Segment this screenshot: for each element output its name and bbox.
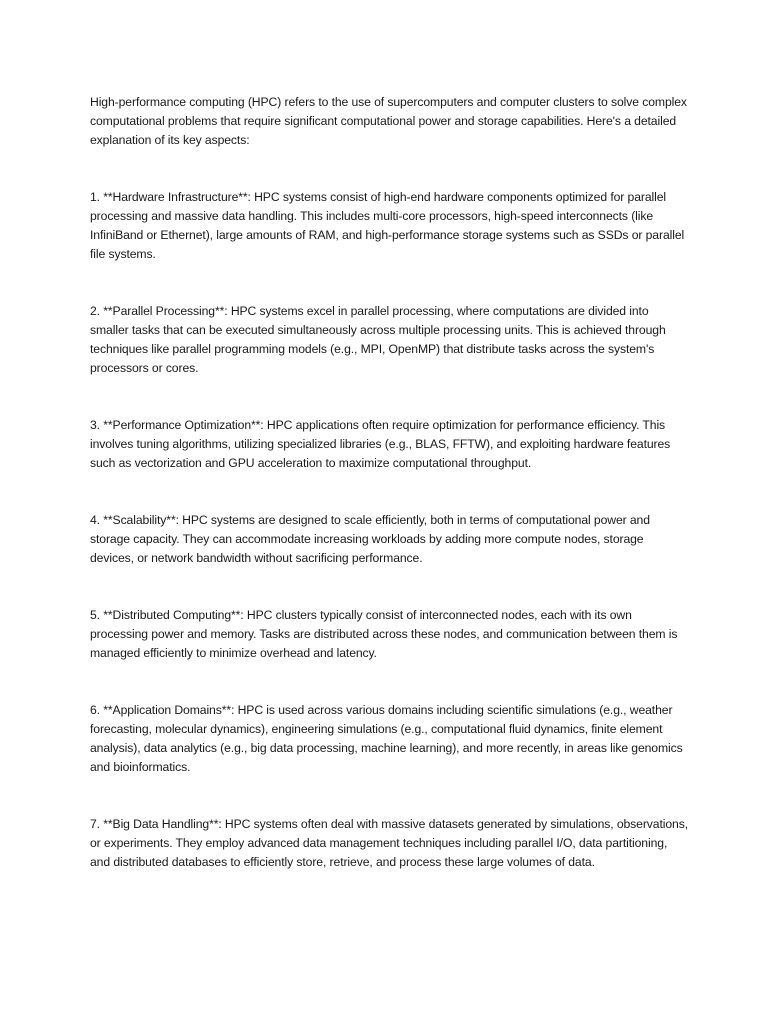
intro-paragraph: High-performance computing (HPC) refers to the use of supercomputers and computer clusters to solve complex computational problems that require significant computational power and storage capabilities. Here's a detailed explanation of its key aspects: — [90, 95, 687, 147]
list-item-hardware-infrastructure: 1. **Hardware Infrastructure**: HPC systems consist of high-end hardware components optimized for parallel processing and massive data handling. This includes multi-core processors, high-speed interconnects (like InfiniBand or Ethernet), large amounts of RAM, and high-performance storage systems such as SSDs or parallel file systems. — [90, 190, 685, 261]
list-item-application-domains: 6. **Application Domains**: HPC is used across various domains including scientific simulations (e.g., weather forecasting, molecular dynamics), engineering simulations (e.g., computational fluid dynamics, finite element analysis), data analytics (e.g., big data processing, machine learning), and more recently, in areas like genomics and bioinformatics. — [90, 703, 683, 774]
list-item-distributed-computing: 5. **Distributed Computing**: HPC clusters typically consist of interconnected nodes, each with its own processing power and memory. Tasks are distributed across these nodes, and communication between them is managed efficiently to minimize overhead and latency. — [90, 608, 678, 660]
list-item-big-data-handling: 7. **Big Data Handling**: HPC systems often deal with massive datasets generated by simulations, observations, or experiments. They employ advanced data management techniques including parallel I/O, data partitioning, and distributed databases to efficiently store, retrieve, and process these large volumes of data. — [90, 817, 689, 869]
list-item-performance-optimization: 3. **Performance Optimization**: HPC applications often require optimization for performance efficiency. This involves tuning algorithms, utilizing specialized libraries (e.g., BLAS, FFTW), and exploiting hardware features such as vectorization and GPU acceleration to maximize computational throughput. — [90, 418, 671, 470]
list-item-scalability: 4. **Scalability**: HPC systems are designed to scale efficiently, both in terms of computational power and storage capacity. They can accommodate increasing workloads by adding more compute nodes, storage devices, or network bandwidth without sacrificing performance. — [90, 513, 650, 565]
document-body — [90, 93, 690, 872]
list-item-parallel-processing: 2. **Parallel Processing**: HPC systems excel in parallel processing, where computations are divided into smaller tasks that can be executed simultaneously across multiple processing units. This is achieved through techniques like parallel programming models (e.g., MPI, OpenMP) that distribute tasks across the system's processors or cores. — [90, 304, 666, 375]
